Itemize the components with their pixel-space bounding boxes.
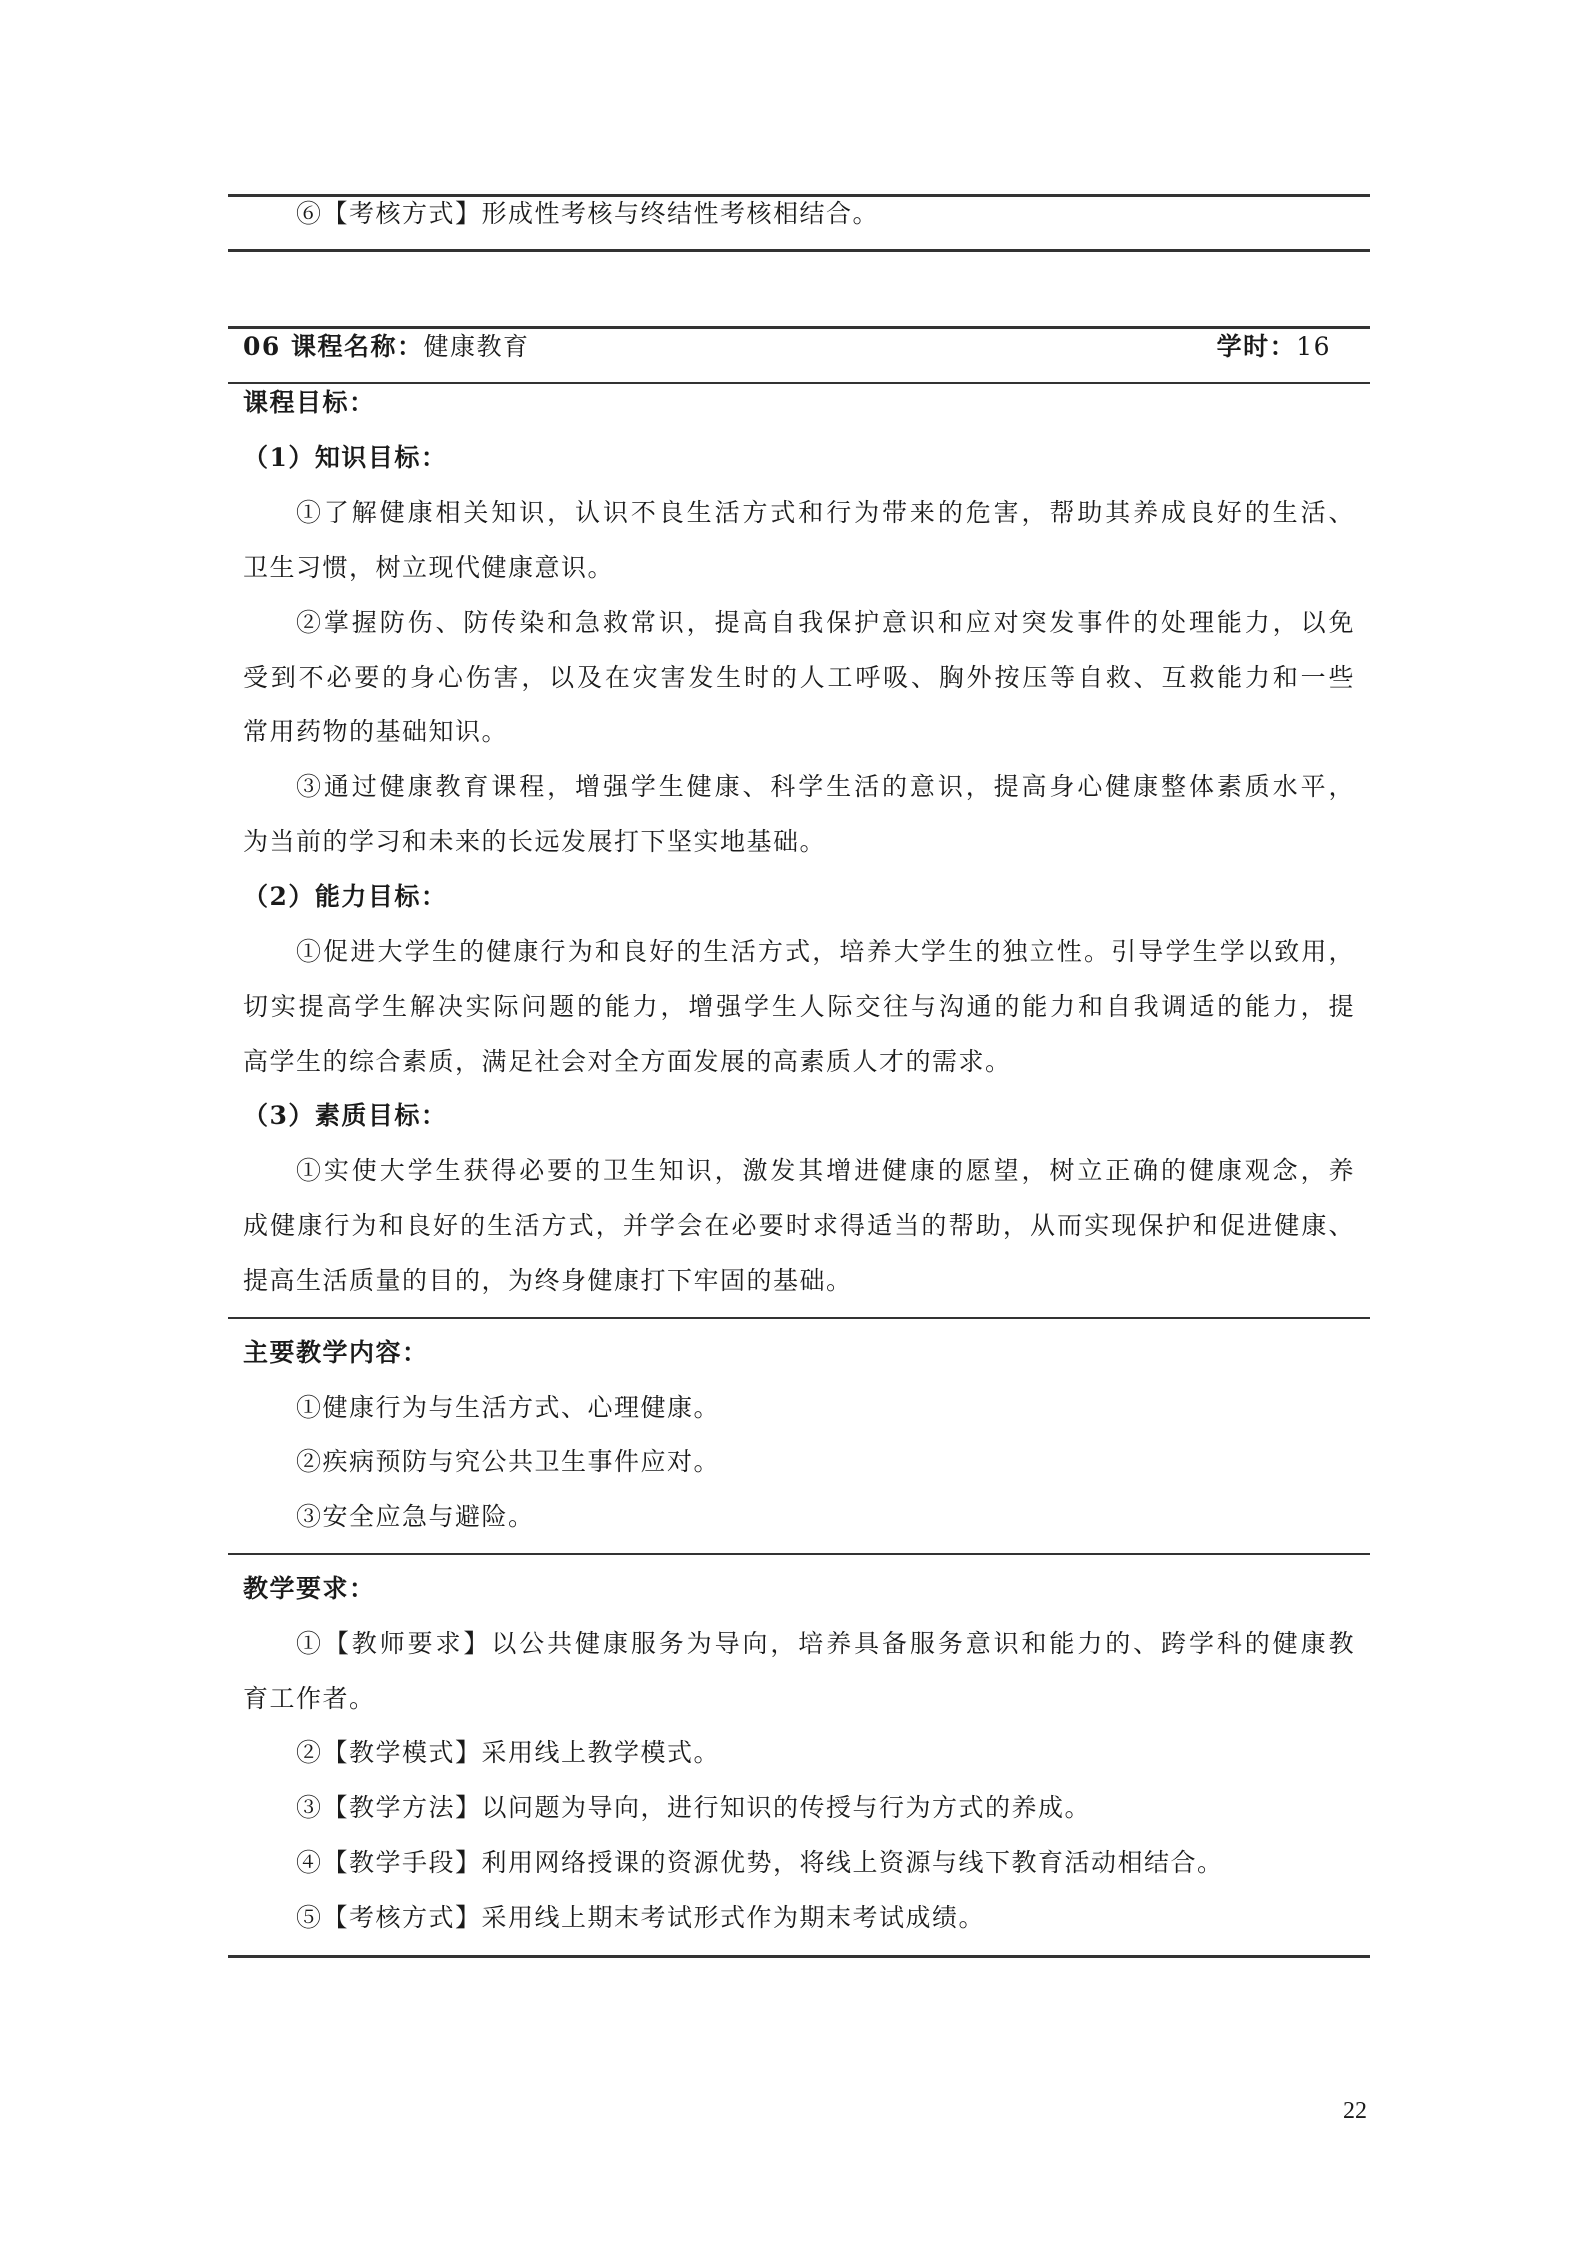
course-title-value: 健康教育 bbox=[423, 332, 530, 361]
knowledge-item-2-cont: 受到不必要的身心伤害，以及在灾害发生时的人工呼吸、胸外按压等自救、互救能力和一些 bbox=[243, 663, 1355, 692]
course-hours-label: 学时： bbox=[1216, 332, 1297, 361]
ability-heading: （2）能力目标： bbox=[243, 882, 448, 911]
course-hours bbox=[1217, 332, 1355, 362]
requirement-item-5: ⑤【考核方式】采用线上期末考试形式作为期末考试成绩。 bbox=[296, 1903, 986, 1932]
content-bottom-rule bbox=[228, 1553, 1370, 1555]
content-item-2: ②疾病预防与究公共卫生事件应对。 bbox=[296, 1447, 721, 1476]
quality-heading: （3）素质目标： bbox=[243, 1101, 448, 1130]
requirement-item-3: ③【教学方法】以问题为导向，进行知识的传授与行为方式的养成。 bbox=[296, 1793, 1092, 1822]
page-number: 22 bbox=[1343, 2098, 1367, 2124]
knowledge-item-1-cont: 卫生习惯，树立现代健康意识。 bbox=[243, 553, 615, 582]
requirement-item-1: ①【教师要求】以公共健康服务为导向，培养具备服务意识和能力的、跨学科的健康教 bbox=[296, 1629, 1355, 1658]
objectives-bottom-rule bbox=[228, 1317, 1370, 1319]
requirement-item-2: ②【教学模式】采用线上教学模式。 bbox=[296, 1738, 721, 1767]
course-hours-value: 16 bbox=[1296, 332, 1331, 361]
quality-item-1-end: 提高生活质量的目的，为终身健康打下牢固的基础。 bbox=[243, 1266, 853, 1295]
requirements-heading: 教学要求： bbox=[243, 1574, 376, 1603]
course-header-top-rule bbox=[228, 326, 1370, 329]
knowledge-item-2: ②掌握防伤、防传染和急救常识，提高自我保护意识和应对突发事件的处理能力，以免 bbox=[296, 608, 1355, 637]
content-item-1: ①健康行为与生活方式、心理健康。 bbox=[296, 1393, 721, 1422]
knowledge-heading: （1）知识目标： bbox=[243, 443, 448, 472]
requirement-item-4: ④【教学手段】利用网络授课的资源优势，将线上资源与线下教育活动相结合。 bbox=[296, 1848, 1224, 1877]
knowledge-item-1: ①了解健康相关知识，认识不良生活方式和行为带来的危害，帮助其养成良好的生活、 bbox=[296, 498, 1355, 527]
quality-item-1: ①实使大学生获得必要的卫生知识，激发其增进健康的愿望，树立正确的健康观念，养 bbox=[296, 1156, 1355, 1185]
top-block-bottom-rule bbox=[228, 249, 1370, 252]
ability-item-1-cont: 切实提高学生解决实际问题的能力，增强学生人际交往与沟通的能力和自我调适的能力，提 bbox=[243, 992, 1355, 1021]
knowledge-item-3: ③通过健康教育课程，增强学生健康、科学生活的意识，提高身心健康整体素质水平， bbox=[296, 772, 1355, 801]
objectives-heading: 课程目标： bbox=[243, 388, 376, 417]
top-block-top-rule bbox=[228, 194, 1370, 197]
course-header-bottom-rule bbox=[228, 382, 1370, 384]
course-title-label: 06 课程名称： bbox=[243, 332, 424, 361]
requirements-bottom-rule bbox=[228, 1955, 1370, 1958]
course-title bbox=[243, 332, 530, 362]
ability-item-1-end: 高学生的综合素质，满足社会对全方面发展的高素质人才的需求。 bbox=[243, 1047, 1012, 1076]
requirement-item-1-cont: 育工作者。 bbox=[243, 1684, 376, 1713]
content-heading: 主要教学内容： bbox=[243, 1338, 429, 1367]
content-item-3: ③安全应急与避险。 bbox=[296, 1502, 535, 1531]
knowledge-item-2-end: 常用药物的基础知识。 bbox=[243, 717, 509, 746]
knowledge-item-3-cont: 为当前的学习和未来的长远发展打下坚实地基础。 bbox=[243, 827, 827, 856]
quality-item-1-cont: 成健康行为和良好的生活方式，并学会在必要时求得适当的帮助，从而实现保护和促进健康、 bbox=[243, 1211, 1355, 1240]
course-header bbox=[243, 332, 1355, 362]
assessment-line: ⑥【考核方式】形成性考核与终结性考核相结合。 bbox=[296, 199, 880, 228]
ability-item-1: ①促进大学生的健康行为和良好的生活方式，培养大学生的独立性。引导学生学以致用， bbox=[296, 937, 1355, 966]
